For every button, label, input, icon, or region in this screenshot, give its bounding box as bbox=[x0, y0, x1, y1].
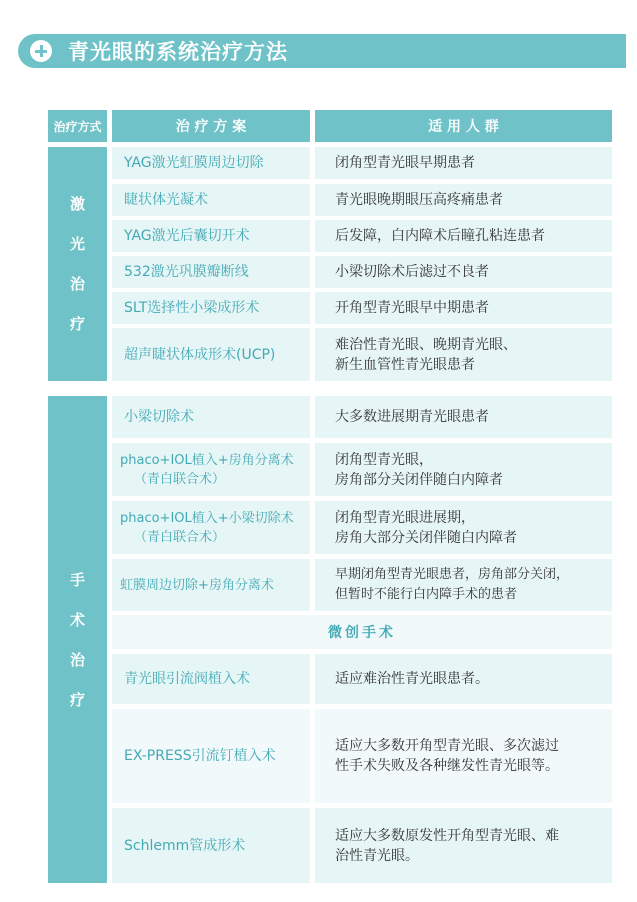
table-row-population bbox=[315, 808, 612, 883]
header-category: 治疗方式 bbox=[48, 110, 107, 142]
header-population: 适 用 人 群 bbox=[315, 110, 612, 142]
category-char: 治 bbox=[69, 275, 85, 293]
table-row-population: 适应难治性青光眼患者。 bbox=[315, 654, 612, 704]
section-title-bar bbox=[18, 34, 626, 68]
table-row-method: Schlemm管成形术 bbox=[112, 808, 310, 883]
population-line: 新生血管性青光眼患者 bbox=[335, 356, 475, 373]
method-line: （青白联合术） bbox=[134, 471, 226, 487]
category-char: 术 bbox=[69, 610, 85, 629]
header-method: 治 疗 方 案 bbox=[112, 110, 310, 142]
table-row-population bbox=[315, 709, 612, 803]
table-row-method bbox=[112, 443, 310, 496]
method-line: （青白联合术） bbox=[134, 529, 226, 545]
table-row-method: 超声睫状体成形术(UCP) bbox=[112, 328, 310, 381]
category-char: 光 bbox=[69, 235, 85, 253]
table-row-population bbox=[315, 328, 612, 381]
population-line: 闭角型青光眼进展期， bbox=[335, 509, 475, 526]
table-row-method: EX-PRESS引流钉植入术 bbox=[112, 709, 310, 803]
table-row-population: 后发障，白内障术后瞳孔粘连患者 bbox=[315, 220, 612, 252]
table-row-population: 开角型青光眼早中期患者 bbox=[315, 292, 612, 324]
category-surgery bbox=[48, 396, 107, 883]
table-row-method: YAG激光后囊切开术 bbox=[112, 220, 310, 252]
table-row-population bbox=[315, 501, 612, 554]
page-title: 青光眼的系统治疗方法 bbox=[68, 40, 288, 64]
table-row-population: 小梁切除术后滤过不良者 bbox=[315, 256, 612, 288]
plus-circle-icon bbox=[30, 40, 52, 62]
table-row-method: YAG激光虹膜周边切除 bbox=[112, 147, 310, 179]
category-char: 疗 bbox=[69, 690, 85, 709]
table-row-method: 虹膜周边切除+房角分离术 bbox=[112, 559, 310, 611]
population-line: 房角大部分关闭伴随白内障者 bbox=[335, 529, 517, 546]
method-line: phaco+IOL植入+小梁切除术 bbox=[120, 510, 294, 526]
table-row-population: 大多数进展期青光眼患者 bbox=[315, 396, 612, 438]
category-char: 疗 bbox=[69, 315, 85, 333]
table-row-population: 闭角型青光眼早期患者 bbox=[315, 147, 612, 179]
method-line: phaco+IOL植入+房角分离术 bbox=[120, 452, 294, 468]
table-row-population: 青光眼晚期眼压高疼痛患者 bbox=[315, 184, 612, 216]
table-row-method bbox=[112, 501, 310, 554]
population-line: 但暂时不能行白内障手术的患者 bbox=[335, 587, 518, 602]
table-row-population bbox=[315, 443, 612, 496]
minimally-invasive-heading: 微创手术 bbox=[112, 615, 612, 649]
table-row-method: 睫状体光凝术 bbox=[112, 184, 310, 216]
population-line: 难治性青光眼、晚期青光眼、 bbox=[335, 336, 517, 353]
population-line: 适应大多数开角型青光眼、多次滤过 bbox=[335, 738, 559, 754]
table-row-population bbox=[315, 559, 612, 611]
population-line: 适应大多数原发性开角型青光眼、难 bbox=[335, 827, 559, 844]
table-row-method: SLT选择性小梁成形术 bbox=[112, 292, 310, 324]
category-char: 治 bbox=[69, 650, 85, 669]
table-row-method: 532激光巩膜瓣断线 bbox=[112, 256, 310, 288]
category-laser bbox=[48, 147, 107, 381]
population-line: 早期闭角型青光眼患者，房角部分关闭， bbox=[335, 567, 570, 582]
population-line: 闭角型青光眼， bbox=[335, 451, 433, 468]
table-row-method: 小梁切除术 bbox=[112, 396, 310, 438]
table-row-method: 青光眼引流阀植入术 bbox=[112, 654, 310, 704]
population-line: 治性青光眼。 bbox=[335, 847, 419, 864]
category-char: 手 bbox=[69, 570, 85, 589]
category-char: 激 bbox=[69, 195, 85, 213]
population-line: 性手术失败及各种继发性青光眼等。 bbox=[335, 758, 559, 774]
population-line: 房角部分关闭伴随白内障者 bbox=[335, 471, 503, 488]
